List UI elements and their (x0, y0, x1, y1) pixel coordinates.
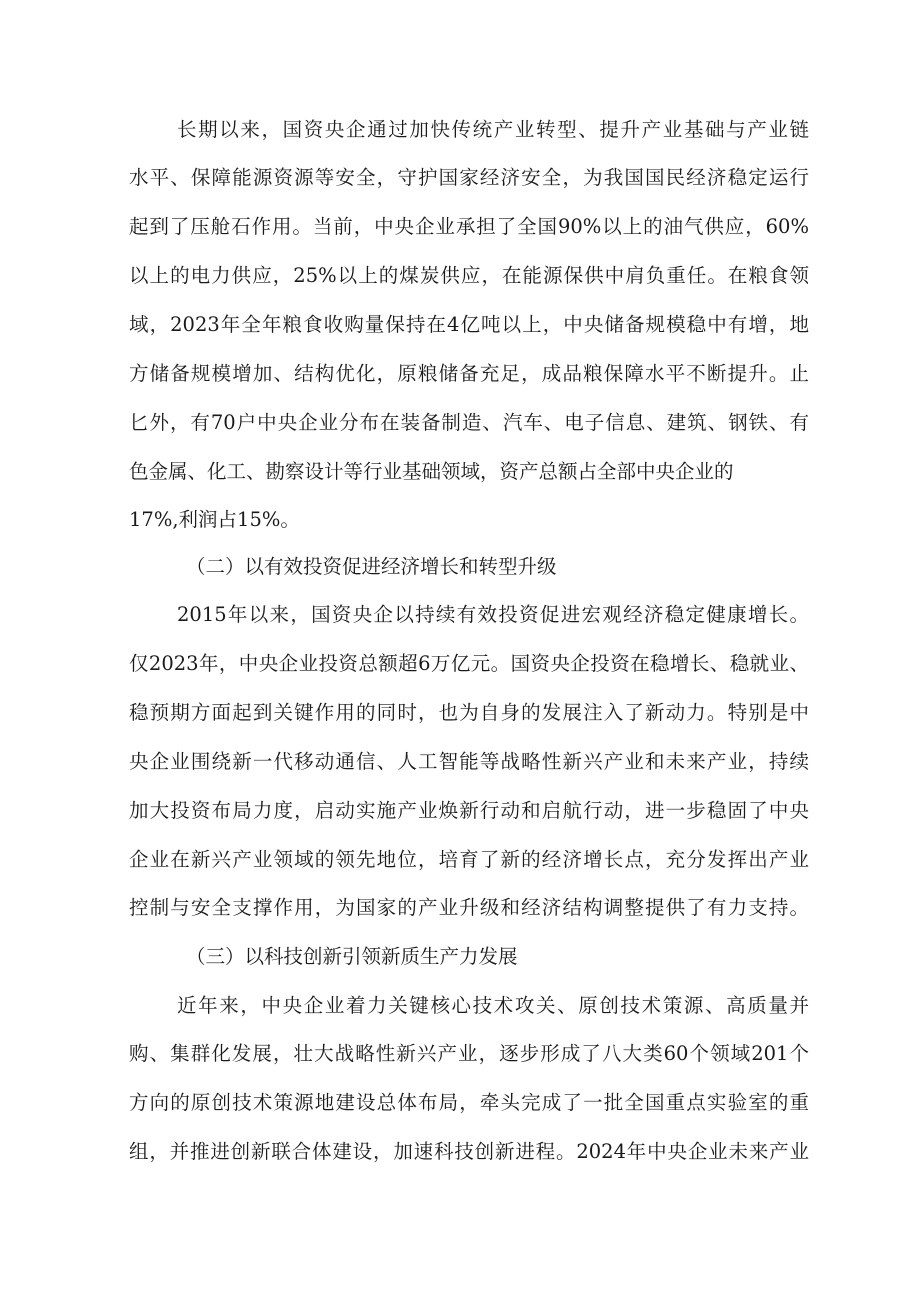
paragraph-2-line-2: 仅2023年，中央企业投资总额超6万亿元。国资央企投资在稳增长、稳就业、 (129, 652, 809, 675)
section-heading-2: （二）以有效投资促进经济增长和转型升级 (186, 555, 557, 578)
paragraph-2-line-5: 加大投资布局力度，启动实施产业焕新行动和启航行动，进一步稳固了中央 (129, 799, 809, 822)
paragraph-2-line-7: 控制与安全支撑作用，为国家的产业升级和经济结构调整提供了有力支持。 (129, 896, 809, 919)
section-heading-3: （三）以科技创新引领新质生产力发展 (186, 945, 518, 968)
paragraph-1-line-1: 长期以来，国资央企通过加快传统产业转型、提升产业基础与产业链 (177, 118, 809, 141)
paragraph-1-line-8: 色金属、化工、勘察设计等行业基础领域，资产总额占全部中央企业的 (129, 460, 734, 483)
paragraph-3-line-3: 方向的原创技术策源地建设总体布局，牵头完成了一批全国重点实验室的重 (129, 1091, 809, 1114)
paragraph-3-line-2: 购、集群化发展，壮大战略性新兴产业，逐步形成了八大类60个领域201个 (129, 1042, 809, 1065)
paragraph-1-line-5: 域，2023年全年粮食收购量保持在4亿吨以上，中央储备规模稳中有增，地 (129, 313, 809, 336)
paragraph-1-line-3: 起到了压舱石作用。当前，中央企业承担了全国90%以上的油气供应，60% (129, 215, 809, 238)
paragraph-1-line-4: 以上的电力供应，25%以上的煤炭供应，在能源保供中肩负重任。在粮食领 (129, 264, 809, 287)
paragraph-3-line-1: 近年来，中央企业着力关键核心技术攻关、原创技术策源、高质量并 (177, 994, 809, 1017)
paragraph-1-line-9: 17%,利润占15%。 (129, 508, 300, 531)
paragraph-1-line-7: 匕外，有70户中央企业分布在装备制造、汽车、电子信息、建筑、钢铁、有 (129, 411, 809, 434)
paragraph-2-line-4: 央企业围绕新一代移动通信、人工智能等战略性新兴产业和未来产业，持续 (129, 750, 809, 773)
paragraph-2-line-3: 稳预期方面起到关键作用的同时，也为自身的发展注入了新动力。特别是中 (129, 701, 809, 724)
paragraph-3-line-4: 组，并推进创新联合体建设，加速科技创新进程。2024年中央企业未来产业 (129, 1140, 809, 1163)
paragraph-1-line-2: 水平、保障能源资源等安全，守护国家经济安全，为我国国民经济稳定运行 (129, 166, 809, 189)
paragraph-2-line-6: 企业在新兴产业领域的领先地位，培育了新的经济增长点，充分发挥出产业 (129, 848, 809, 871)
paragraph-2-line-1: 2015年以来，国资央企以持续有效投资促进宏观经济稳定健康增长。 (177, 603, 809, 626)
paragraph-1-line-6: 方储备规模增加、结构优化，原粮储备充足，成品粮保障水平不断提升。止 (129, 362, 809, 385)
